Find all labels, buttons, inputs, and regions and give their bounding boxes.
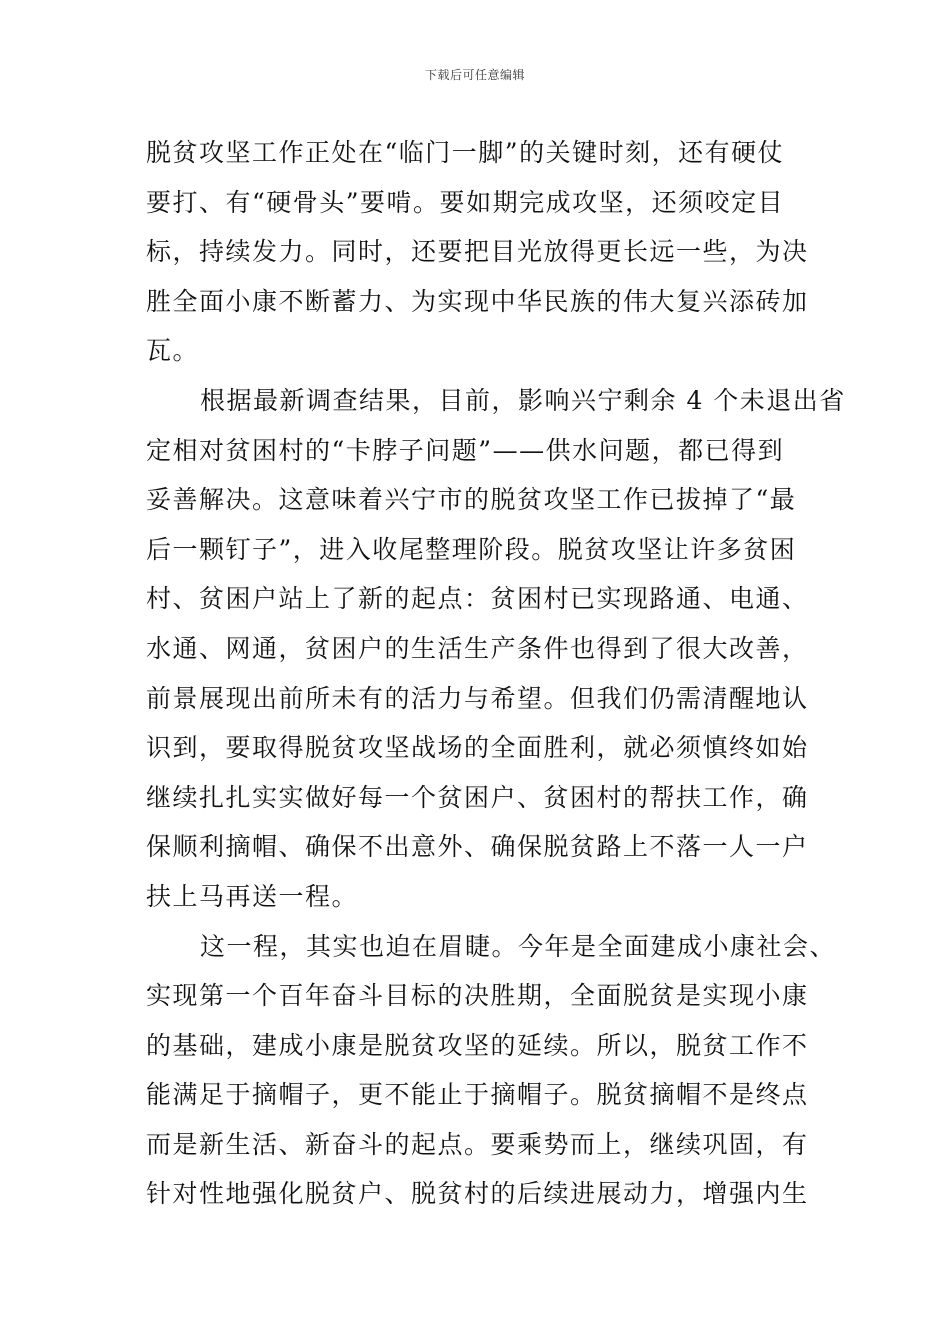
text-line: 前景展现出前所未有的活力与希望。但我们仍需清醒地认 bbox=[146, 683, 809, 713]
text-line: 村、贫困户站上了新的起点：贫困村已实现路通、电通、 bbox=[146, 584, 809, 614]
text-line: 这一程，其实也迫在眉睫。今年是全面建成小康社会、 bbox=[200, 931, 837, 961]
paragraph bbox=[146, 128, 826, 376]
text-line: 根据最新调查结果，目前，影响兴宁剩余 4 个未退出省 bbox=[200, 385, 846, 415]
text-line: 针对性地强化脱贫户、脱贫村的后续进展动力，增强内生 bbox=[146, 1179, 809, 1209]
paragraph bbox=[146, 922, 837, 1220]
text-line: 瓦。 bbox=[146, 336, 200, 366]
document-body bbox=[146, 128, 846, 1219]
text-line: 标，持续发力。同时，还要把目光放得更长远一些，为决 bbox=[146, 237, 809, 267]
text-line: 胜全面小康不断蓄力、为实现中华民族的伟大复兴添砖加 bbox=[146, 286, 809, 316]
text-line: 实现第一个百年奋斗目标的决胜期，全面脱贫是实现小康 bbox=[146, 981, 809, 1011]
text-line: 扶上马再送一程。 bbox=[146, 881, 359, 911]
text-line: 脱贫攻坚工作正处在“临门一脚”的关键时刻，还有硬仗 bbox=[146, 138, 785, 167]
paragraph bbox=[146, 376, 846, 922]
page-header: 下载后可任意编辑 bbox=[424, 68, 525, 82]
text-line: 后一颗钉子”，进入收尾整理阶段。脱贫攻坚让许多贫困 bbox=[146, 534, 797, 564]
text-line: 的基础，建成小康是脱贫攻坚的延续。所以，脱贫工作不 bbox=[146, 1030, 809, 1060]
text-line: 妥善解决。这意味着兴宁市的脱贫攻坚工作已拔掉了“最 bbox=[146, 485, 797, 515]
text-line: 定相对贫困村的“卡脖子问题”——供水问题，都已得到 bbox=[146, 435, 785, 465]
text-line: 能满足于摘帽子，更不能止于摘帽子。脱贫摘帽不是终点 bbox=[146, 1080, 809, 1110]
text-line: 继续扎扎实实做好每一个贫困户、贫困村的帮扶工作，确 bbox=[146, 782, 809, 812]
text-line: 保顺利摘帽、确保不出意外、确保脱贫路上不落一人一户 bbox=[146, 832, 809, 862]
text-line: 而是新生活、新奋斗的起点。要乘势而上，继续巩固，有 bbox=[146, 1129, 809, 1159]
text-line: 要打、有“硬骨头”要啃。要如期完成攻坚，还须咬定目 bbox=[146, 187, 785, 217]
text-line: 水通、网通，贫困户的生活生产条件也得到了很大改善， bbox=[146, 633, 809, 663]
text-line: 识到，要取得脱贫攻坚战场的全面胜利，就必须慎终如始 bbox=[146, 733, 809, 763]
